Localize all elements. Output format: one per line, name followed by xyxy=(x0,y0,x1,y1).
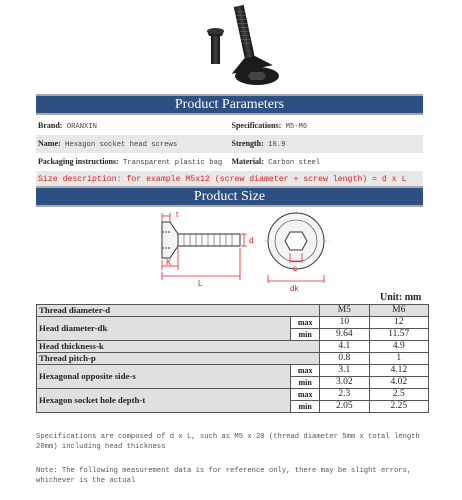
screw-short-icon xyxy=(207,28,224,64)
row-label: Head thickness-k xyxy=(37,341,320,353)
cell-m5: 2.3 xyxy=(320,389,369,401)
param-value: 10.9 xyxy=(268,141,286,149)
row-qualifier: max xyxy=(291,389,320,401)
size-banner: Product Size xyxy=(36,186,423,207)
param-row xyxy=(36,135,423,153)
row-label: Head diameter-dk xyxy=(37,317,291,341)
cell-m5: 4.1 xyxy=(320,341,369,353)
row-qualifier: min xyxy=(291,377,320,389)
unit-label: Unit: mm xyxy=(380,292,422,303)
screw-side-diagram xyxy=(150,208,260,288)
cell-m5: 3.02 xyxy=(320,377,369,389)
size-description: Size description: for example M5x12 (screw diameter + screw length) = d x L xyxy=(38,175,407,184)
cell-m6: 4.02 xyxy=(369,377,428,389)
param-row xyxy=(36,117,423,135)
param-key: Brand: xyxy=(38,121,63,130)
param-value: Transparent plastic bag xyxy=(123,159,223,167)
cell-m6: 12 xyxy=(369,317,428,329)
parameters-table xyxy=(36,117,423,189)
cell-m6: 4.12 xyxy=(369,365,428,377)
param-key: Packaging instructions: xyxy=(38,157,119,166)
table-header-m5: M5 xyxy=(320,305,369,317)
row-label: Hexagon socket hole depth-t xyxy=(37,389,291,413)
table-row xyxy=(37,353,429,365)
cell-m6: 1 xyxy=(369,353,428,365)
label-l: L xyxy=(198,279,203,288)
cell-m6: 11.57 xyxy=(369,329,428,341)
cell-m6: 4.9 xyxy=(369,341,428,353)
param-key: Name: xyxy=(38,139,61,148)
table-header-label: Thread diameter-d xyxy=(37,305,320,317)
row-qualifier: max xyxy=(291,317,320,329)
param-value: ORANXIN xyxy=(66,123,97,131)
table-header-m6: M6 xyxy=(369,305,428,317)
dimension-table xyxy=(36,304,429,413)
table-row xyxy=(37,365,429,377)
param-value: M5-M6 xyxy=(285,123,308,131)
label-t: t xyxy=(176,210,179,219)
label-s: s xyxy=(293,264,297,273)
param-value: Carbon steel xyxy=(268,159,321,167)
param-value: Hexagon socket head screws xyxy=(64,141,178,149)
row-qualifier: min xyxy=(291,401,320,413)
product-photo xyxy=(175,0,295,92)
cell-m5: 10 xyxy=(320,317,369,329)
spec-note: Specifications are composed of d x L, such as M5 x 20 (thread diameter 5mm x total length 20mm) including head thickness xyxy=(36,433,420,451)
param-row xyxy=(36,153,423,171)
cell-m5: 0.8 xyxy=(320,353,369,365)
screw-top-diagram xyxy=(260,205,340,291)
table-row xyxy=(37,317,429,329)
label-d: d xyxy=(249,236,254,245)
label-dk: dk xyxy=(290,284,299,291)
table-row xyxy=(37,341,429,353)
row-label: Thread pitch-p xyxy=(37,353,320,365)
cell-m5: 2.05 xyxy=(320,401,369,413)
param-key: Strength: xyxy=(231,139,264,148)
label-k: K xyxy=(166,258,172,267)
row-qualifier: min xyxy=(291,329,320,341)
table-row xyxy=(37,389,429,401)
cell-m6: 2.25 xyxy=(369,401,428,413)
cell-m5: 9.64 xyxy=(320,329,369,341)
parameters-banner: Product Parameters xyxy=(36,94,423,115)
row-qualifier: max xyxy=(291,365,320,377)
cell-m5: 3.1 xyxy=(320,365,369,377)
table-row xyxy=(37,305,429,317)
disclaimer-note: Note: The following measurement data is for reference only, there may be slight errors, whichever is the actual xyxy=(36,467,412,485)
param-key: Specifications: xyxy=(231,121,282,130)
row-label: Hexagonal opposite side-s xyxy=(37,365,291,389)
cell-m6: 2.5 xyxy=(369,389,428,401)
screw-long-icon xyxy=(218,2,273,74)
param-key: Material: xyxy=(231,157,264,166)
